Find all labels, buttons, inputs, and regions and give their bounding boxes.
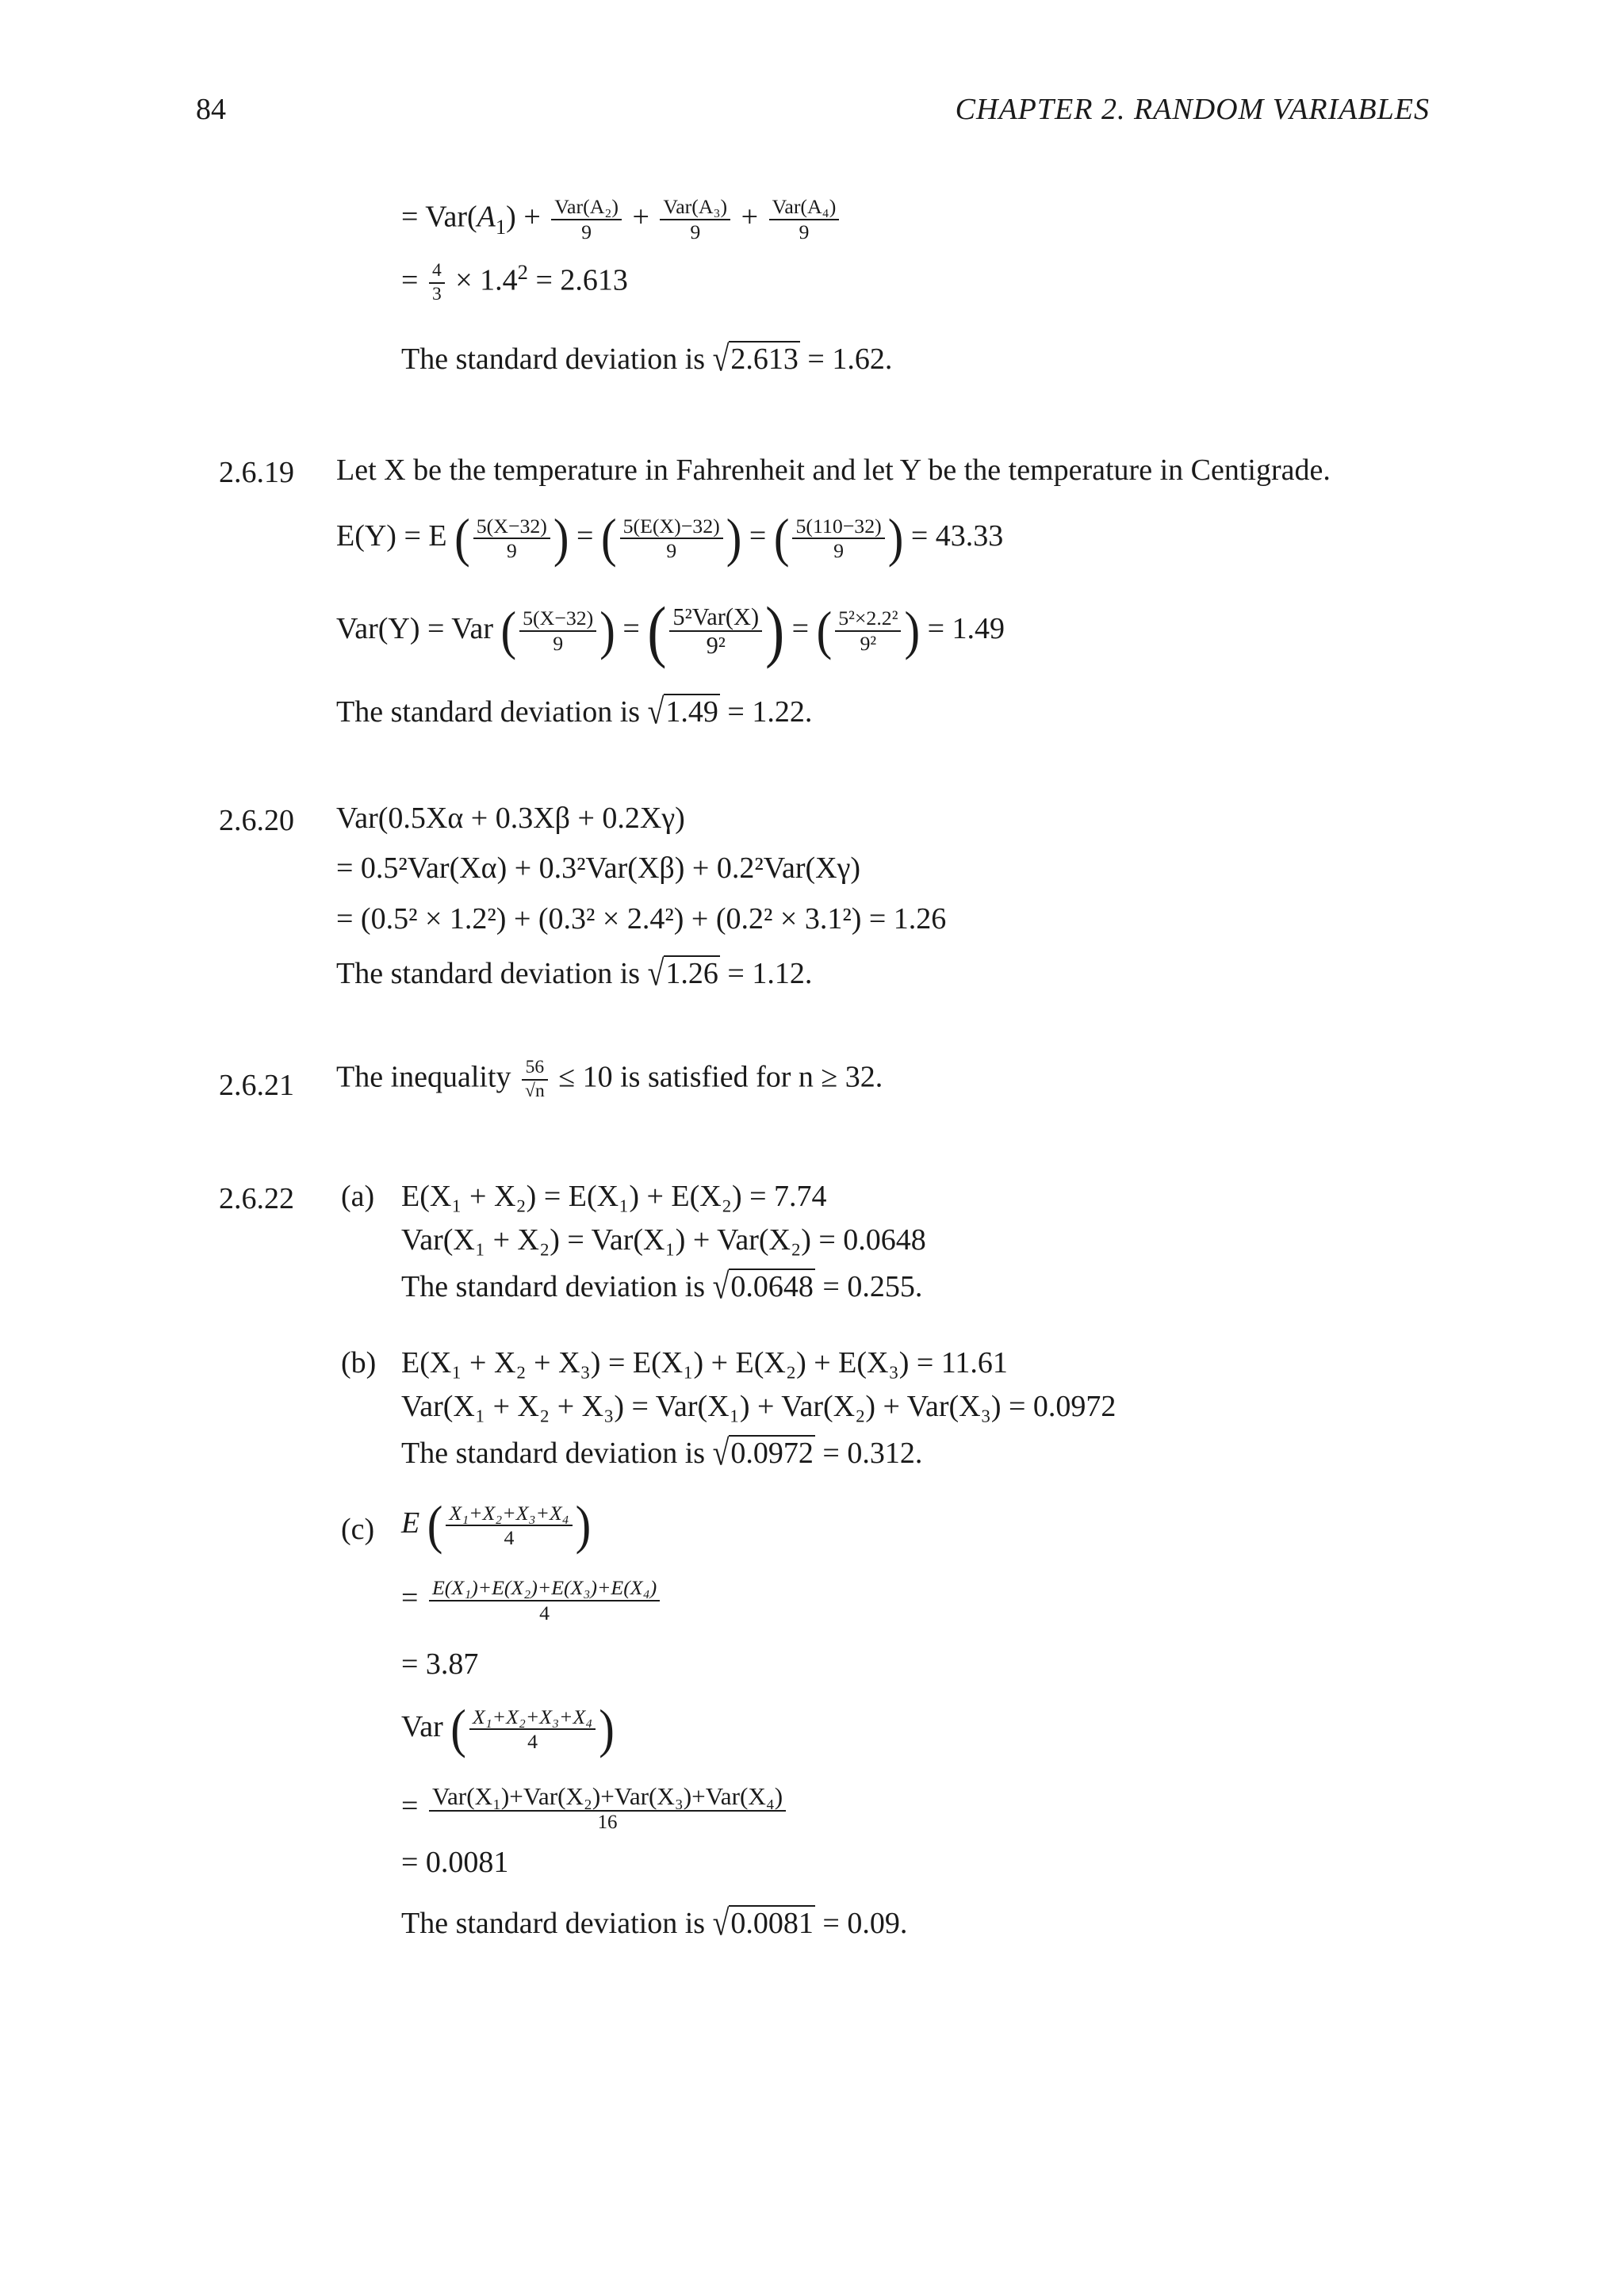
sd-text: The standard deviation is (401, 1437, 706, 1470)
times-value: × 1.4 (455, 263, 518, 297)
sd-text: The standard deviation is (401, 1270, 706, 1303)
sd-result: = 1.22. (719, 695, 813, 729)
chapter-title: CHAPTER 2. RANDOM VARIABLES (955, 93, 1430, 126)
var-symbol: Var (401, 1710, 443, 1744)
sqrt-expression: √0.0972 (712, 1433, 814, 1474)
inequality-prefix: The inequality (336, 1060, 511, 1094)
var-combo-line-3: = (0.5² × 1.2²) + (0.3² × 2.4²) + (0.2² × 3.1²) = 1.26 (336, 902, 947, 936)
part-a-mean: E(X₁ + X₂) = E(X₁) + E(X₂) = 7.74 (401, 1180, 827, 1213)
part-c-sd (401, 1903, 908, 1944)
sqrt-expression: √0.0081 (712, 1903, 814, 1944)
frac-mean-sum: $\frac{\text{E(X₁)+E(X₂)+E(X₃)+E(X₄)}}{4}$ (429, 1578, 660, 1624)
plus-sign: + (632, 200, 649, 234)
sd-result: = 1.62. (799, 342, 893, 376)
part-c-label: (c) (341, 1513, 375, 1546)
frac-ey-2: $\frac{5(E(X)-32)}{9}$ (620, 516, 723, 562)
ey-prefix: E(Y) = E (336, 519, 447, 553)
variance-sum-line (401, 197, 842, 243)
variance-result: = 2.613 (527, 263, 628, 297)
part-b-mean: E(X₁ + X₂ + X₃) = E(X₁) + E(X₂) + E(X₃) = 11.61 (401, 1346, 1008, 1380)
problem-label-2-6-20: 2.6.20 (219, 804, 294, 837)
part-a-sd (401, 1266, 923, 1307)
inequality-suffix: ≤ 10 is satisfied for n ≥ 32. (558, 1060, 883, 1094)
var-a1-var: A (477, 200, 496, 234)
page-number: 84 (196, 93, 226, 126)
var-a1-sub: 1 (495, 214, 507, 239)
sqrt-expression: √0.0648 (712, 1266, 814, 1307)
sd-line-top (401, 339, 893, 380)
part-a-variance: Var(X₁ + X₂) = Var(X₁) + Var(X₂) = 0.0648 (401, 1223, 926, 1257)
frac-vy-3: $\frac{\text{5²×2.2²}}{\text{9²}}$ (835, 608, 901, 654)
sd-line-2-6-19 (336, 691, 813, 733)
sd-text: The standard deviation is (336, 695, 641, 729)
sqrt-expression: √2.613 (712, 339, 799, 380)
part-a-label: (a) (341, 1180, 375, 1213)
part-c-mean-expansion (401, 1578, 663, 1624)
sd-line-2-6-20 (336, 953, 813, 994)
frac-four-thirds: $\frac{4}{3}$ (429, 262, 445, 304)
problem-label-2-6-22: 2.6.22 (219, 1182, 294, 1215)
vary-prefix: Var(Y) = Var (336, 611, 493, 645)
inequality-line (336, 1058, 883, 1100)
variance-y-line: Var(Y) = Var ( $\frac{5(X-32)}{9}$ ) = ( $\frac{\text{5²Var(X)}}{\text{9²}}$ ) = ( $\frac{\text{5²×2.2²}}{\text{9²}}$ ) = 1.49 (336, 592, 1005, 669)
frac-ey-3: $\frac{5(110-32)}{9}$ (792, 516, 884, 562)
part-c-var-expression: Var ( $\frac{\text{X₁+X₂+X₃+X₄}}{4}$ ) (401, 1698, 615, 1758)
expectation-symbol: E (401, 1506, 420, 1540)
sqrt-expression: √1.26 (647, 953, 718, 994)
var-combo-line-2: = 0.5²Var(Xα) + 0.3²Var(Xβ) + 0.2²Var(Xγ) (336, 851, 861, 885)
problem-label-2-6-21: 2.6.21 (219, 1069, 294, 1102)
frac-var-a3: $\frac{\text{Var(A₃)}}{9}$ (660, 197, 730, 243)
part-c-var-expansion (401, 1784, 789, 1833)
part-b-label: (b) (341, 1346, 377, 1380)
frac-56-sqrt-n: $\frac{56}{√n}$ (522, 1058, 548, 1100)
sd-result: = 1.12. (719, 957, 813, 990)
var-a1-prefix: = Var( (401, 200, 477, 234)
sd-text: The standard deviation is (336, 957, 641, 990)
problem-2-6-19-statement: Let X be the temperature in Fahrenheit and let Y be the temperature in Centigrade. (336, 453, 1331, 487)
part-b-sd (401, 1433, 923, 1474)
frac-ey-1: $\frac{5(X-32)}{9}$ (473, 516, 550, 562)
equals-sign: = (401, 1581, 419, 1615)
var-a1-close: ) + (506, 200, 549, 234)
ey-result: = 43.33 (910, 519, 1004, 553)
frac-vy-1: $\frac{5(X-32)}{9}$ (519, 608, 596, 654)
frac-average: $\frac{\text{X₁+X₂+X₃+X₄}}{4}$ (469, 1707, 596, 1753)
sqrt-expression: √1.49 (647, 691, 718, 733)
equals-sign: = (401, 1789, 419, 1823)
frac-var-a2: $\frac{\text{Var(A₂)}}{9}$ (551, 197, 622, 243)
expectation-y-line: E(Y) = E ( $\frac{5(X-32)}{9}$ ) = ( $\frac{5(E(X)-32)}{9}$ ) = ( $\frac{5(110-32)}{9}$ ) = 43.33 (336, 507, 1004, 568)
plus-sign: + (741, 200, 759, 234)
equals-sign: = (401, 263, 419, 297)
problem-label-2-6-19: 2.6.19 (219, 456, 294, 489)
part-c-var-result: = 0.0081 (401, 1846, 509, 1879)
frac-var-sum: $\frac{\text{Var(X₁)+Var(X₂)+Var(X₃)+Var(X₄)}}{16}$ (429, 1784, 786, 1833)
sd-text: The standard deviation is (401, 342, 706, 376)
var-combo-line-1: Var(0.5Xα + 0.3Xβ + 0.2Xγ) (336, 802, 685, 835)
frac-average: $\frac{\text{X₁+X₂+X₃+X₄}}{4}$ (446, 1503, 572, 1549)
part-c-mean-result: = 3.87 (401, 1647, 479, 1681)
sd-text: The standard deviation is (401, 1907, 706, 1940)
vy-result: = 1.49 (927, 611, 1005, 645)
sd-result: = 0.255. (814, 1270, 923, 1303)
sd-result: = 0.312. (814, 1437, 923, 1470)
frac-vy-2: $\frac{\text{5²Var(X)}}{\text{9²}}$ (669, 605, 762, 658)
sd-result: = 0.09. (814, 1907, 908, 1940)
part-c-mean-expression: E ( $\frac{\text{X₁+X₂+X₃+X₄}}{4}$ ) (401, 1494, 592, 1555)
variance-result-line (401, 259, 628, 304)
part-b-variance: Var(X₁ + X₂ + X₃) = Var(X₁) + Var(X₂) + Var(X₃) = 0.0972 (401, 1390, 1116, 1423)
square-exponent: 2 (517, 259, 528, 284)
frac-var-a4: $\frac{\text{Var(A₄)}}{9}$ (769, 197, 840, 243)
